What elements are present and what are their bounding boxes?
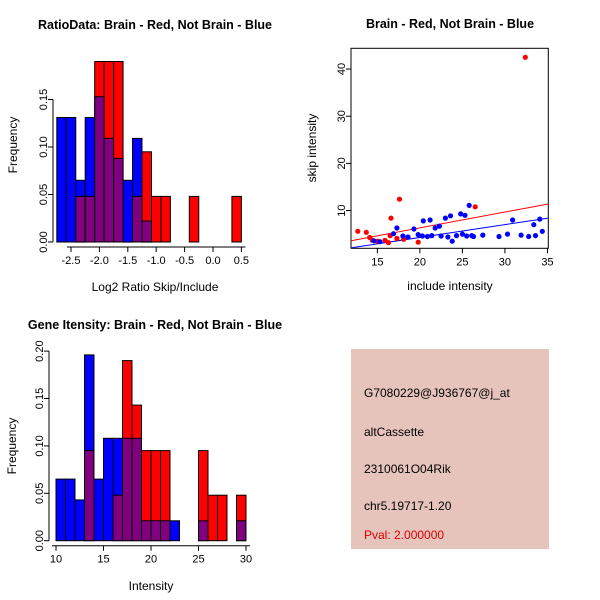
data-point — [445, 234, 450, 239]
hist-bar — [85, 451, 95, 541]
y-tick-label: 0.20 — [34, 340, 46, 362]
hist-bar — [132, 438, 142, 540]
panel-info — [300, 300, 600, 600]
hist-bar — [142, 521, 152, 541]
data-point — [429, 233, 434, 238]
data-point — [443, 216, 448, 221]
data-point — [496, 234, 501, 239]
y-tick-label: 30 — [336, 110, 348, 123]
data-point — [391, 231, 396, 236]
y-tick-label: 0.15 — [38, 88, 50, 111]
x-tick-label: -0.5 — [175, 255, 195, 267]
y-tick-label: 40 — [336, 62, 348, 76]
y-tick-label: 0.15 — [34, 387, 46, 410]
data-point — [526, 234, 531, 239]
panel-gene-histogram — [0, 300, 300, 600]
data-point — [531, 222, 536, 227]
gene-hist-title: Gene Itensity: Brain - Red, Not Brain - Blue — [27, 318, 283, 332]
hist-bar — [237, 521, 247, 541]
hist-bar — [123, 180, 132, 242]
x-tick-label: 0.5 — [233, 255, 250, 267]
ratio-histogram-chart — [0, 0, 300, 300]
x-tick-label: 0.0 — [205, 255, 221, 267]
hist-bar — [66, 118, 75, 243]
x-tick-label: 15 — [97, 553, 110, 566]
data-point — [537, 217, 542, 222]
data-point — [439, 233, 444, 238]
y-tick-label: 0.00 — [34, 529, 46, 552]
hist-bar — [161, 196, 170, 242]
y-axis — [346, 69, 351, 211]
hist-bar — [142, 221, 151, 242]
scatter-ylabel: skip intensity — [305, 113, 319, 183]
ratio-hist-xlabel: Log2 Ratio Skip/Include — [91, 280, 219, 294]
hist-bar — [232, 196, 241, 242]
hist-bar — [94, 479, 104, 541]
x-tick-label: -2.5 — [61, 255, 81, 267]
data-point — [421, 218, 426, 223]
y-tick-label: 0.05 — [34, 482, 46, 505]
data-point — [364, 230, 369, 235]
hist-bar — [95, 97, 104, 242]
data-point — [464, 233, 469, 238]
histogram-bars — [57, 62, 242, 243]
y-tick-label: 0.10 — [38, 136, 50, 158]
panel-ratio-histogram — [0, 0, 300, 300]
gene-hist-ylabel: Frequency — [5, 417, 19, 475]
pval-text: Pval: 2.000000 — [364, 528, 445, 542]
plot-box — [351, 48, 548, 248]
y-tick-label: 0.00 — [38, 231, 50, 253]
hist-bar — [57, 118, 66, 243]
data-point — [371, 238, 376, 243]
y-tick-labels — [34, 340, 46, 551]
data-point — [428, 217, 433, 222]
y-tick-label: 0.10 — [34, 435, 46, 457]
data-point — [394, 225, 399, 230]
data-point — [397, 197, 402, 202]
x-tick-label: 25 — [456, 256, 469, 269]
hist-bar — [85, 196, 94, 242]
data-point — [533, 233, 538, 238]
data-point — [388, 216, 393, 221]
histogram-bars — [56, 355, 246, 541]
data-point — [450, 239, 455, 244]
y-tick-label: 20 — [336, 157, 348, 170]
panel-intensity-scatter — [300, 0, 600, 300]
hist-bar — [114, 158, 123, 242]
hist-bar — [76, 196, 85, 242]
data-point — [420, 233, 425, 238]
hist-bar — [66, 479, 76, 541]
data-point — [386, 240, 391, 245]
locus-text: chr5.19717-1.20 — [364, 499, 452, 513]
y-axis — [48, 100, 53, 243]
hist-bar — [104, 438, 114, 540]
x-tick-label: 10 — [49, 553, 63, 566]
hist-bar — [75, 500, 85, 541]
hist-bar — [199, 521, 209, 541]
scatter-title: Brain - Red, Not Brain - Blue — [365, 17, 535, 31]
hist-bar — [123, 438, 133, 540]
gene-hist-xlabel: Intensity — [128, 579, 174, 593]
x-tick-label: 30 — [239, 553, 253, 566]
data-point — [540, 229, 545, 234]
data-point — [471, 234, 476, 239]
gene-histogram-chart — [0, 300, 300, 600]
data-point — [505, 232, 510, 237]
data-point — [467, 203, 472, 208]
data-point — [394, 236, 399, 241]
x-tick-label: 25 — [192, 553, 205, 566]
hist-bar — [170, 521, 180, 541]
hist-bar — [104, 138, 113, 242]
intensity-scatter-chart — [300, 0, 600, 300]
data-point — [473, 204, 478, 209]
x-tick-label: 35 — [541, 256, 554, 269]
hist-bar — [218, 495, 228, 541]
x-tick-label: 15 — [371, 256, 384, 269]
data-point — [448, 213, 453, 218]
hist-bar — [133, 196, 142, 242]
data-point — [437, 224, 442, 229]
ratio-hist-title: RatioData: Brain - Red, Not Brain - Blue — [37, 18, 273, 32]
x-axis — [377, 248, 547, 253]
hist-bar — [152, 196, 161, 242]
data-point — [425, 234, 430, 239]
x-tick-labels — [50, 554, 252, 566]
event-type-text: altCassette — [364, 425, 425, 439]
y-tick-label: 0.05 — [38, 183, 50, 206]
hist-bar — [56, 479, 66, 541]
data-point — [400, 233, 405, 238]
hist-bar — [208, 495, 218, 541]
data-point — [454, 233, 459, 238]
data-point — [462, 213, 467, 218]
info-box — [351, 349, 549, 549]
y-tick-labels — [38, 89, 50, 253]
scatter-xlabel: include intensity — [407, 279, 493, 293]
probe-id-text: G7080229@J936767@j_at — [364, 386, 510, 400]
data-point — [523, 55, 528, 60]
x-tick-label: -1.0 — [146, 255, 166, 267]
x-tick-label: 30 — [498, 256, 512, 269]
hist-bar — [189, 196, 198, 242]
x-tick-label: 20 — [413, 256, 427, 269]
hist-bar — [113, 495, 123, 541]
hist-bar — [151, 521, 161, 541]
x-tick-labels — [62, 255, 250, 267]
data-point — [405, 234, 410, 239]
data-point — [510, 217, 515, 222]
x-tick-label: -1.5 — [118, 255, 138, 267]
data-point — [377, 239, 382, 244]
x-tick-labels — [371, 256, 553, 268]
data-point — [355, 229, 360, 234]
y-tick-label: 10 — [336, 204, 348, 217]
data-point — [519, 233, 524, 238]
x-tick-label: 20 — [144, 553, 158, 566]
points-red — [355, 55, 528, 246]
gene-name-text: 2310061O04Rik — [364, 462, 451, 476]
x-axis — [52, 546, 250, 551]
y-tick-labels — [336, 63, 348, 217]
data-point — [480, 233, 485, 238]
data-point — [416, 240, 421, 245]
ratio-hist-ylabel: Frequency — [6, 116, 20, 174]
hist-bar — [161, 521, 171, 541]
data-point — [411, 226, 416, 231]
x-axis — [67, 247, 245, 252]
x-tick-label: -2.0 — [89, 255, 109, 267]
